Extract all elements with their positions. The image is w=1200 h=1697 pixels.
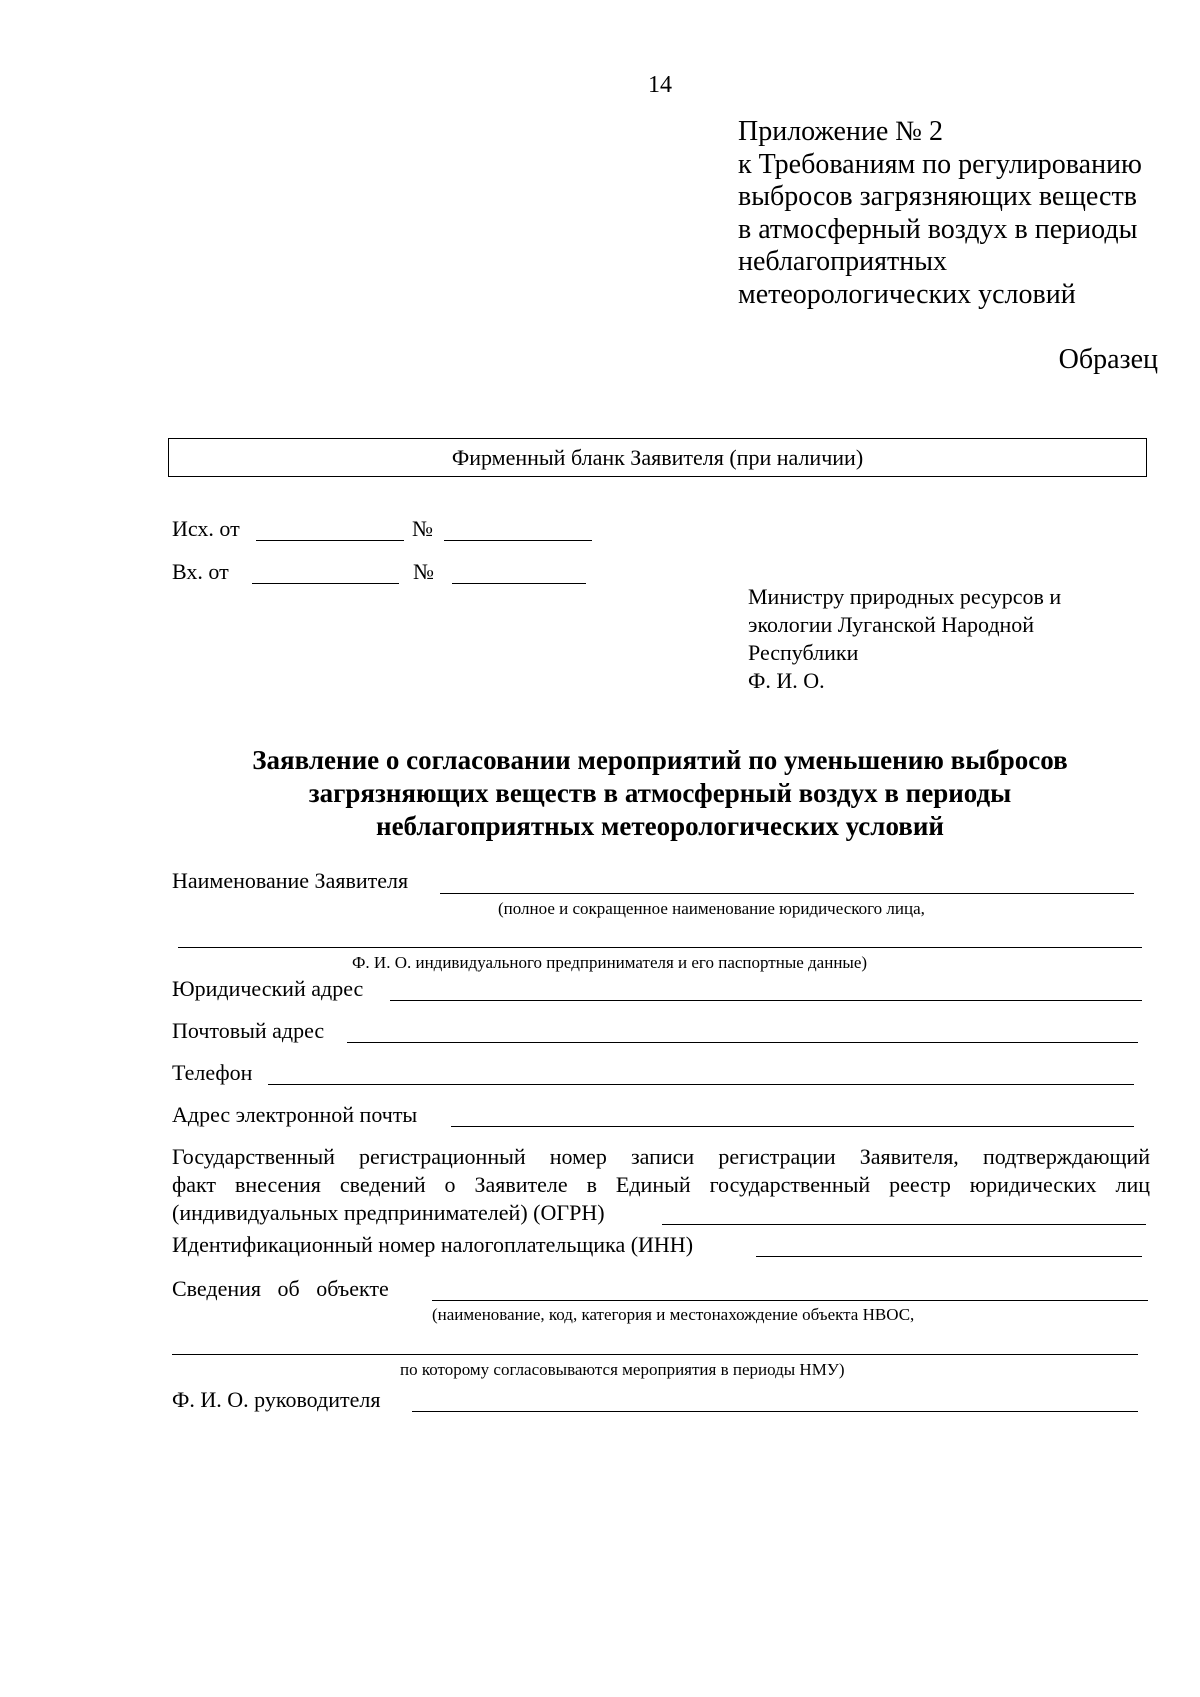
outgoing-number-label: № <box>412 516 433 541</box>
title-line: загрязняющих веществ в атмосферный воздух в периоды <box>308 778 1012 808</box>
postal-address-label: Почтовый адрес <box>172 1018 325 1043</box>
ogrn-line[interactable] <box>662 1224 1146 1225</box>
object-info-label: Сведения об объекте <box>172 1276 389 1301</box>
annex-line: метеорологических условий <box>738 278 1076 310</box>
head-name-label: Ф. И. О. руководителя <box>172 1387 381 1412</box>
applicant-name-label: Наименование Заявителя <box>172 868 409 893</box>
incoming-number-line[interactable] <box>452 583 586 584</box>
document-title <box>140 744 1180 843</box>
postal-address-line[interactable] <box>347 1042 1138 1043</box>
outgoing-date-line[interactable] <box>256 540 404 541</box>
incoming-number-label: № <box>413 559 434 584</box>
addressee-line: экологии Луганской Народной <box>748 612 1035 637</box>
annex-block <box>738 116 1142 311</box>
addressee-block <box>748 583 1061 695</box>
applicant-name-line[interactable] <box>440 893 1134 894</box>
annex-line: к Требованиям по регулированию <box>738 148 1142 180</box>
annex-line: Приложение № 2 <box>738 116 943 147</box>
addressee-line: Республики <box>748 640 859 665</box>
annex-line: неблагоприятных <box>738 246 948 277</box>
email-label: Адрес электронной почты <box>172 1102 418 1127</box>
phone-line[interactable] <box>268 1084 1134 1085</box>
outgoing-number-line[interactable] <box>444 540 592 541</box>
inn-line[interactable] <box>756 1256 1142 1257</box>
legal-address-line[interactable] <box>390 1000 1142 1001</box>
sample-label: Образец <box>1058 344 1158 375</box>
ogrn-text-line: Государственный регистрационный номер записи регистрации Заявителя, подтверждающий <box>172 1144 1150 1169</box>
addressee-line: Ф. И. О. <box>748 668 825 693</box>
inn-label: Идентификационный номер налогоплательщика (ИНН) <box>172 1232 694 1257</box>
annex-line: в атмосферный воздух в периоды <box>738 213 1138 245</box>
phone-label: Телефон <box>172 1060 253 1085</box>
ogrn-label: (индивидуальных предпринимателей) (ОГРН) <box>172 1200 605 1225</box>
email-line[interactable] <box>451 1126 1134 1127</box>
legal-address-label: Юридический адрес <box>172 976 364 1001</box>
annex-line: выбросов загрязняющих веществ <box>738 181 1137 212</box>
object-info-line[interactable] <box>432 1300 1148 1301</box>
incoming-label: Вх. от <box>172 559 229 584</box>
object-info-line-2[interactable] <box>172 1354 1138 1355</box>
incoming-date-line[interactable] <box>252 583 399 584</box>
applicant-name-line-2[interactable] <box>178 947 1142 948</box>
addressee-line: Министру природных ресурсов и <box>748 584 1062 609</box>
applicant-name-hint-2: Ф. И. О. индивидуального предпринимателя и его паспортные данные) <box>352 953 868 972</box>
outgoing-label: Исх. от <box>172 516 240 541</box>
object-info-hint: (наименование, код, категория и местонахождение объекта НВОС, <box>432 1305 915 1324</box>
head-name-line[interactable] <box>412 1411 1138 1412</box>
title-line: неблагоприятных метеорологических условий <box>376 811 944 841</box>
title-line: Заявление о согласовании мероприятий по уменьшению выбросов <box>252 745 1068 775</box>
object-info-hint-2: по которому согласовываются мероприятия в периоды НМУ) <box>400 1360 845 1379</box>
ogrn-text-line: факт внесения сведений о Заявителе в Единый государственный реестр юридических лиц <box>172 1172 1150 1197</box>
letterhead-box: Фирменный бланк Заявителя (при наличии) <box>168 438 1147 477</box>
page-number: 14 <box>648 72 672 98</box>
applicant-name-hint: (полное и сокращенное наименование юридического лица, <box>498 899 925 918</box>
